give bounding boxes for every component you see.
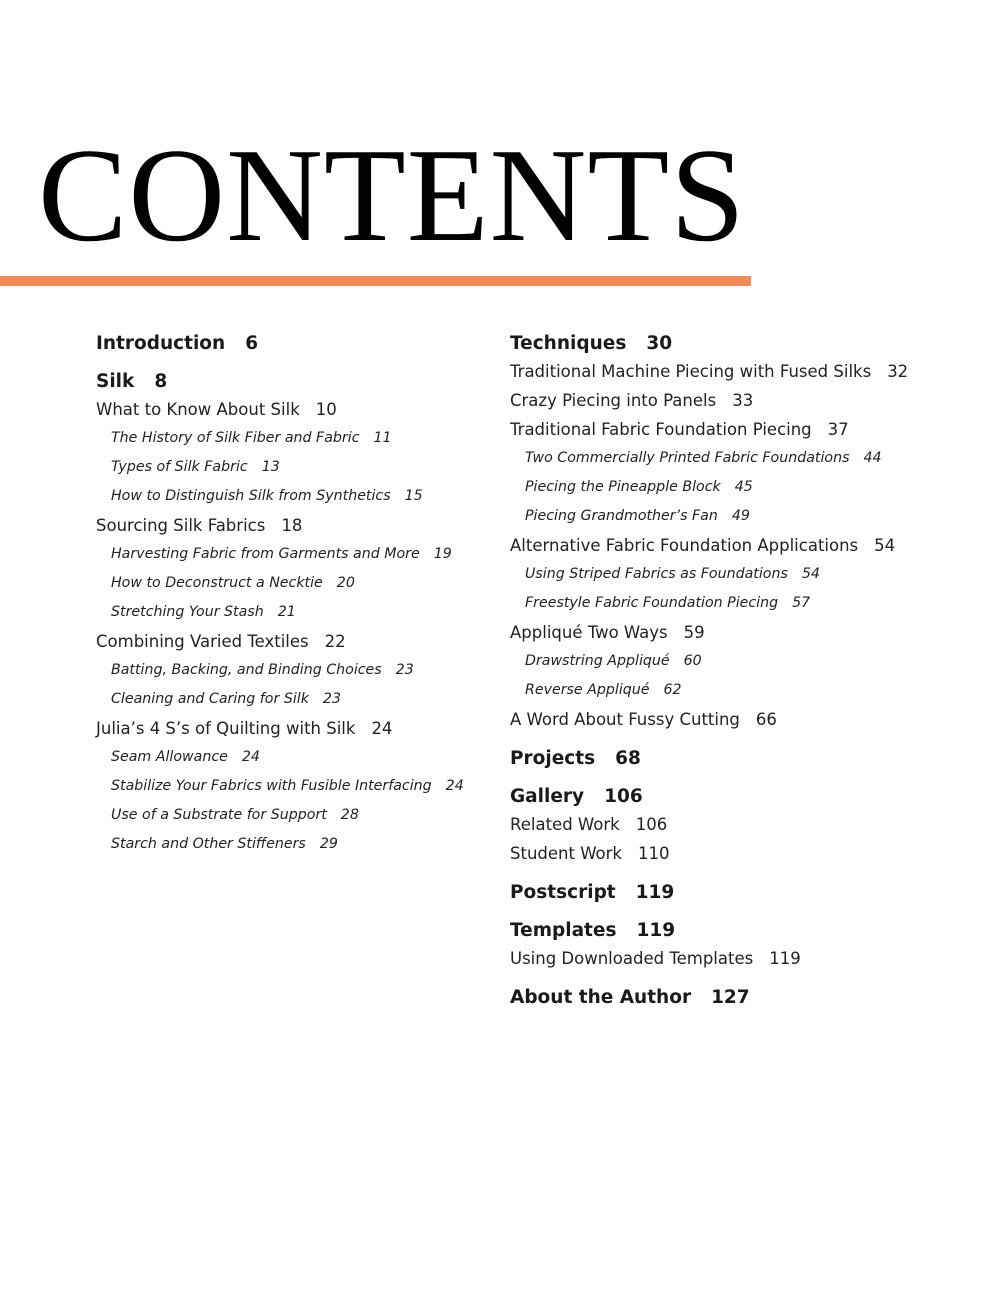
toc-entry-level-1[interactable] <box>510 879 980 906</box>
toc-entry-page-number: 22 <box>324 632 346 651</box>
toc-entry-title: Drawstring Appliqué <box>525 653 670 669</box>
toc-entry-title: Reverse Appliqué <box>525 682 650 698</box>
toc-entry-title: Projects <box>510 748 596 769</box>
toc-entry-level-3[interactable] <box>510 560 980 589</box>
toc-entry-title: Stabilize Your Fabrics with Fusible Interfacing <box>111 778 432 794</box>
toc-entry-level-3[interactable] <box>510 647 980 676</box>
toc-entry-title: Traditional Fabric Foundation Piecing <box>510 420 812 439</box>
toc-entry-title: Types of Silk Fabric <box>111 459 248 475</box>
toc-entry-page-number: 29 <box>319 836 338 852</box>
toc-entry-page-number: 8 <box>154 371 168 392</box>
toc-entry-page-number: 23 <box>322 691 341 707</box>
toc-entry-level-2[interactable] <box>510 810 980 839</box>
toc-entry-page-number: 68 <box>615 748 641 769</box>
toc-entry-page-number: 60 <box>683 653 702 669</box>
toc-entry-title: Julia’s 4 S’s of Quilting with Silk <box>96 719 356 738</box>
toc-entry-page-number: 18 <box>281 516 303 535</box>
toc-entry-page-number: 24 <box>445 778 464 794</box>
toc-entry-page-number: 28 <box>340 807 359 823</box>
toc-entry-page-number: 6 <box>245 333 259 354</box>
toc-entry-page-number: 13 <box>261 459 280 475</box>
toc-entry-page-number: 10 <box>315 400 337 419</box>
toc-entry-page-number: 20 <box>336 575 355 591</box>
toc-entry-title: Combining Varied Textiles <box>96 632 309 651</box>
toc-entry-title: Using Striped Fabrics as Foundations <box>525 566 788 582</box>
toc-entry-level-3[interactable] <box>96 540 496 569</box>
toc-entry-page-number: 21 <box>277 604 296 620</box>
toc-entry-page-number: 45 <box>734 479 753 495</box>
toc-entry-title: About the Author <box>510 987 692 1008</box>
toc-entry-title: Traditional Machine Piecing with Fused Silks <box>510 362 872 381</box>
toc-entry-title: Student Work <box>510 844 622 863</box>
toc-entry-title: Appliqué Two Ways <box>510 623 668 642</box>
toc-entry-page-number: 57 <box>792 595 811 611</box>
toc-entry-page-number: 119 <box>636 920 676 941</box>
toc-entry-level-3[interactable] <box>96 424 496 453</box>
toc-entry-title: Piecing Grandmother’s Fan <box>525 508 718 524</box>
toc-entry-title: The History of Silk Fiber and Fabric <box>111 430 360 446</box>
toc-entry-title: Using Downloaded Templates <box>510 949 754 968</box>
toc-entry-page-number: 23 <box>395 662 414 678</box>
toc-entry-title: Alternative Fabric Foundation Applications <box>510 536 859 555</box>
toc-entry-page-number: 119 <box>635 882 675 903</box>
toc-entry-level-1[interactable] <box>510 745 980 772</box>
toc-entry-level-3[interactable] <box>510 444 980 473</box>
toc-entry-level-2[interactable] <box>510 357 980 386</box>
toc-entry-level-3[interactable] <box>96 772 496 801</box>
toc-entry-level-3[interactable] <box>96 482 496 511</box>
toc-entry-level-3[interactable] <box>510 589 980 618</box>
accent-rule <box>0 276 751 286</box>
toc-entry-title: Piecing the Pineapple Block <box>525 479 721 495</box>
toc-entry-level-3[interactable] <box>96 569 496 598</box>
toc-entry-page-number: 44 <box>863 450 882 466</box>
toc-entry-level-3[interactable] <box>510 676 980 705</box>
toc-entry-level-2[interactable] <box>96 511 496 540</box>
toc-entry-title: Postscript <box>510 882 616 903</box>
toc-entry-page-number: 32 <box>887 362 909 381</box>
toc-entry-page-number: 54 <box>801 566 820 582</box>
toc-entry-level-3[interactable] <box>96 830 496 859</box>
toc-entry-level-3[interactable] <box>510 473 980 502</box>
toc-entry-title: How to Distinguish Silk from Synthetics <box>111 488 391 504</box>
toc-entry-title: Two Commercially Printed Fabric Foundations <box>525 450 850 466</box>
toc-entry-title: Silk <box>96 371 135 392</box>
toc-entry-level-2[interactable] <box>510 705 980 734</box>
toc-left-column <box>96 330 496 859</box>
toc-entry-level-2[interactable] <box>510 531 980 560</box>
toc-entry-title: A Word About Fussy Cutting <box>510 710 740 729</box>
toc-entry-page-number: 62 <box>663 682 682 698</box>
toc-entry-page-number: 24 <box>241 749 260 765</box>
toc-entry-page-number: 54 <box>874 536 896 555</box>
toc-entry-level-2[interactable] <box>510 386 980 415</box>
toc-entry-level-2[interactable] <box>510 944 980 973</box>
toc-entry-page-number: 19 <box>433 546 452 562</box>
toc-entry-title: Introduction <box>96 333 226 354</box>
toc-entry-page-number: 119 <box>769 949 801 968</box>
toc-entry-page-number: 24 <box>371 719 393 738</box>
toc-entry-level-2[interactable] <box>510 415 980 444</box>
toc-entry-level-1[interactable] <box>96 368 496 395</box>
page-title: CONTENTS <box>38 121 746 269</box>
toc-entry-title: Techniques <box>510 333 627 354</box>
toc-entry-title: Related Work <box>510 815 620 834</box>
toc-entry-title: Crazy Piecing into Panels <box>510 391 717 410</box>
toc-entry-level-2[interactable] <box>96 627 496 656</box>
toc-entry-title: Seam Allowance <box>111 749 228 765</box>
toc-entry-title: Freestyle Fabric Foundation Piecing <box>525 595 779 611</box>
toc-entry-page-number: 66 <box>755 710 777 729</box>
toc-entry-page-number: 127 <box>711 987 750 1008</box>
toc-entry-title: Starch and Other Stiffeners <box>111 836 306 852</box>
toc-entry-title: Use of a Substrate for Support <box>111 807 327 823</box>
toc-entry-title: What to Know About Silk <box>96 400 300 419</box>
toc-entry-title: Templates <box>510 920 617 941</box>
toc-entry-page-number: 11 <box>373 430 392 446</box>
toc-entry-level-2[interactable] <box>510 839 980 868</box>
toc-entry-level-2[interactable] <box>96 714 496 743</box>
toc-entry-page-number: 49 <box>731 508 750 524</box>
toc-entry-title: Batting, Backing, and Binding Choices <box>111 662 382 678</box>
toc-entry-level-3[interactable] <box>96 656 496 685</box>
toc-entry-page-number: 106 <box>635 815 668 834</box>
toc-entry-page-number: 33 <box>732 391 754 410</box>
toc-entry-title: Gallery <box>510 786 585 807</box>
toc-entry-level-3[interactable] <box>96 743 496 772</box>
toc-entry-level-1[interactable] <box>510 330 980 357</box>
toc-entry-level-2[interactable] <box>96 395 496 424</box>
toc-entry-title: Cleaning and Caring for Silk <box>111 691 309 707</box>
toc-entry-page-number: 110 <box>637 844 670 863</box>
toc-entry-level-3[interactable] <box>96 801 496 830</box>
toc-entry-title: How to Deconstruct a Necktie <box>111 575 323 591</box>
toc-entry-level-2[interactable] <box>510 618 980 647</box>
toc-entry-level-1[interactable] <box>96 330 496 357</box>
toc-entry-title: Harvesting Fabric from Garments and More <box>111 546 420 562</box>
toc-entry-page-number: 106 <box>604 786 643 807</box>
toc-entry-page-number: 59 <box>683 623 705 642</box>
toc-entry-level-3[interactable] <box>96 598 496 627</box>
toc-entry-level-1[interactable] <box>510 984 980 1011</box>
toc-entry-title: Stretching Your Stash <box>111 604 264 620</box>
toc-entry-page-number: 15 <box>404 488 423 504</box>
toc-entry-page-number: 30 <box>646 333 673 354</box>
toc-right-column <box>510 330 980 1011</box>
toc-entry-title: Sourcing Silk Fabrics <box>96 516 266 535</box>
toc-entry-level-3[interactable] <box>510 502 980 531</box>
toc-entry-level-3[interactable] <box>96 453 496 482</box>
toc-entry-level-1[interactable] <box>510 917 980 944</box>
toc-entry-page-number: 37 <box>827 420 849 439</box>
toc-entry-level-1[interactable] <box>510 783 980 810</box>
toc-entry-level-3[interactable] <box>96 685 496 714</box>
